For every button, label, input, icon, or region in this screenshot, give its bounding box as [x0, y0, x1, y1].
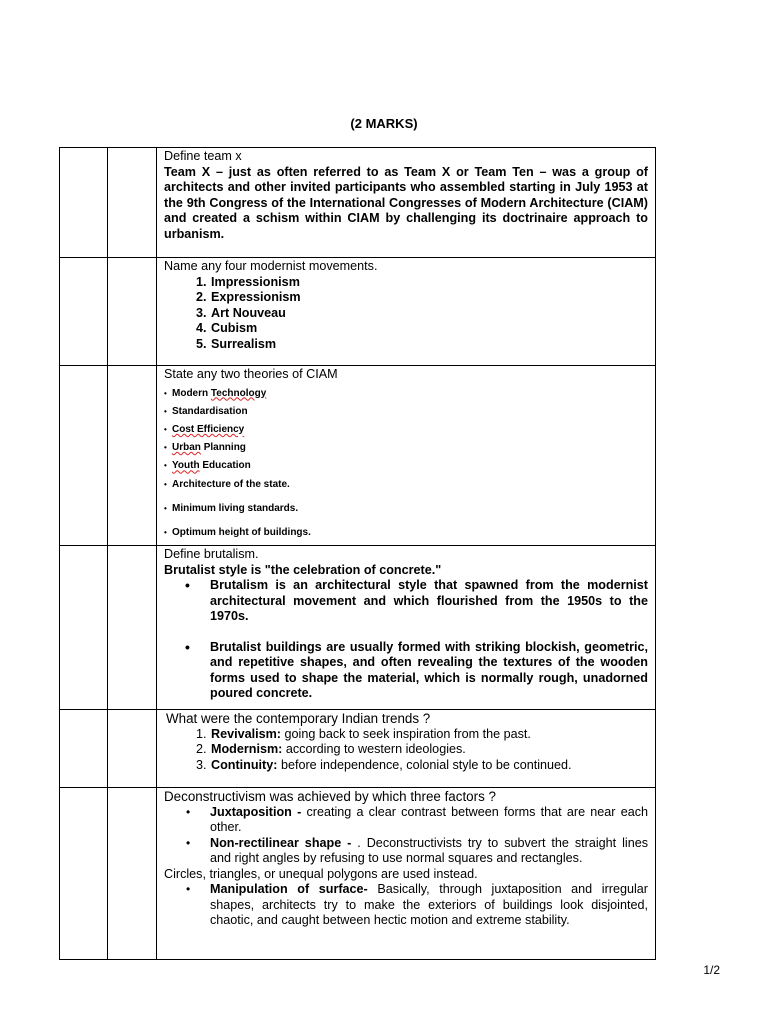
marks-cell — [108, 788, 157, 960]
marks-cell — [108, 546, 157, 710]
bullet-marker: • — [185, 577, 190, 593]
serial-cell — [60, 788, 108, 960]
list-item: • Youth Education — [164, 457, 648, 475]
bullet-marker: • — [186, 804, 191, 819]
question-text: Name any four modernist movements. — [164, 259, 378, 273]
question-answer-table — [59, 147, 656, 960]
list-item: • Non-rectilinear shape - . Deconstructivists try to subvert the straight lines and right angles by refusing to use normal squares and rectangles. — [186, 835, 649, 865]
bullet-marker: • — [186, 835, 191, 850]
spellcheck-underline: Youth — [172, 460, 200, 472]
table-row — [60, 366, 656, 546]
list-item: • Juxtaposition - creating a clear contrast between forms that are near each other. — [186, 804, 648, 834]
question-text: State any two theories of CIAM — [164, 367, 338, 381]
list-item: 1. Impressionism — [210, 275, 648, 291]
marks-cell — [108, 148, 157, 258]
table-row — [60, 710, 656, 788]
table-row — [60, 788, 656, 960]
answer-text: Team X – just as often referred to as Team X or Team Ten – was a group of architects and other invited participants who assembled starting in July 1953 at the 9th Congress of the International Congresses of Modern Architecture (CIAM) and created a schism within CIAM by challenging its doctrinaire approach to urbanism. — [164, 164, 648, 241]
serial-cell — [60, 258, 108, 366]
list-item: 3. Continuity: before independence, colonial style to be continued. — [210, 758, 648, 774]
serial-cell — [60, 710, 108, 788]
serial-cell — [60, 148, 108, 258]
answer-list — [164, 578, 648, 702]
list-item: • Modern Technology — [164, 385, 648, 403]
content-cell — [157, 710, 656, 788]
table-row — [60, 546, 656, 710]
list-item: 2. Modernism: according to western ideologies. — [210, 742, 648, 758]
spellcheck-underline: Urban — [172, 442, 201, 454]
list-item: • Minimum living standards. — [164, 500, 648, 518]
content-cell — [157, 148, 656, 258]
spellcheck-underline: Technology — [210, 387, 267, 399]
list-item: 4. Cubism — [210, 321, 648, 337]
answer-list — [164, 385, 648, 543]
content-cell — [157, 788, 656, 960]
question-text: Define team x — [164, 149, 242, 163]
list-item — [164, 421, 648, 439]
list-item: • Standardisation — [164, 403, 648, 421]
answer-list — [164, 727, 648, 774]
marks-cell — [108, 366, 157, 546]
list-item: • Urban Planning — [164, 439, 648, 457]
bullet-marker: • — [185, 638, 190, 655]
list-item: • Optimum height of buildings. — [164, 524, 648, 542]
list-item: • Manipulation of surface- Basically, through juxtaposition and irregular shapes, architects try to make the exteriors of buildings look disjointed, chaotic, and caught between hectic motion and extreme stability. — [186, 882, 648, 927]
question-text: What were the contemporary Indian trends ? — [166, 711, 431, 726]
list-item: 2. Expressionism — [210, 290, 648, 306]
list-item: 5. Surrealism — [210, 337, 648, 353]
answer-list — [164, 882, 648, 929]
question-text: Define brutalism. — [164, 547, 259, 561]
answer-list — [164, 275, 648, 353]
content-cell — [157, 546, 656, 710]
table-row — [60, 258, 656, 366]
answer-list — [164, 805, 648, 867]
section-heading: (2 MARKS) — [350, 116, 418, 131]
serial-cell — [60, 366, 108, 546]
table-row — [60, 148, 656, 258]
list-item: 1. Revivalism: going back to seek inspiration from the past. — [210, 727, 648, 743]
content-cell — [157, 366, 656, 546]
list-item: • Architecture of the state. — [164, 476, 648, 494]
bullet-marker: • — [186, 882, 191, 896]
content-cell — [157, 258, 656, 366]
answer-lead: Brutalist style is "the celebration of concrete." — [164, 562, 442, 577]
serial-cell — [60, 546, 108, 710]
list-item: • Brutalist buildings are usually formed with striking blockish, geometric, and repetitive shapes, and often revealing the textures of the wooden forms used to shape the material, which is normally rough, unadorned poured concrete. — [185, 638, 648, 700]
list-item: • Brutalism is an architectural style that spawned from the modernist architectural movement and which flourished from the 1950s to the 1970s. — [185, 577, 648, 623]
question-text: Deconstructivism was achieved by which three factors ? — [164, 789, 496, 804]
marks-cell — [108, 710, 157, 788]
page-number: 1/2 — [703, 963, 720, 977]
marks-cell — [108, 258, 157, 366]
list-item: 3. Art Nouveau — [210, 306, 648, 322]
note-text: Circles, triangles, or unequal polygons are used instead. — [164, 866, 478, 881]
spellcheck-underline: Cost Efficiency — [172, 423, 245, 435]
